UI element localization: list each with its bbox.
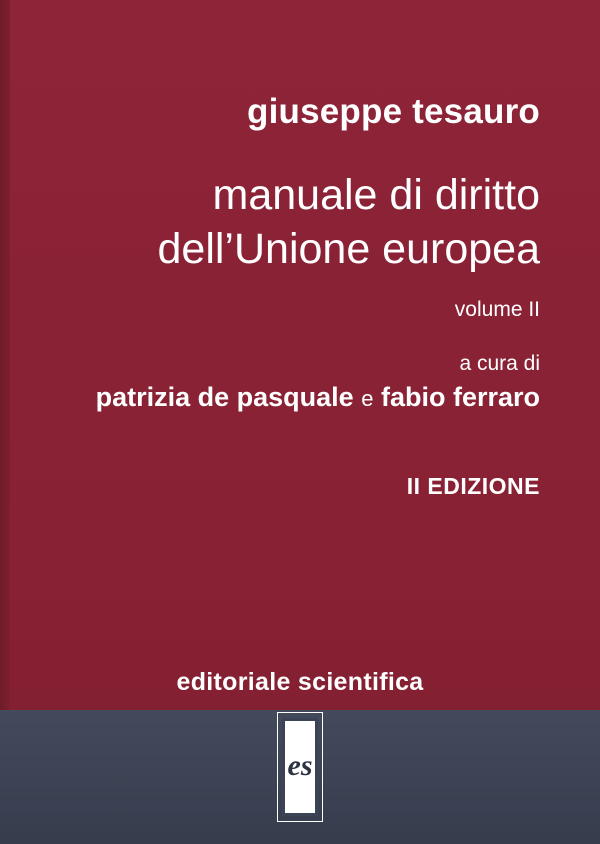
author-name: giuseppe tesauro	[247, 92, 540, 131]
edition-label: II EDIZIONE	[406, 473, 540, 499]
title-line-2: dell’Unione europea	[157, 225, 540, 274]
editor-first: patrizia de pasquale	[95, 382, 354, 412]
book-title	[30, 168, 540, 276]
title-line-1: manuale di diritto	[212, 171, 540, 219]
volume-label: volume II	[454, 298, 540, 321]
edited-by-label: a cura di	[459, 352, 540, 375]
editors-conjunction: e	[361, 386, 374, 411]
publisher-logo	[282, 718, 318, 816]
publisher-name: editoriale scientifica	[176, 668, 424, 696]
editors	[0, 382, 540, 413]
editor-second: fabio ferraro	[380, 382, 540, 412]
publisher-logo-mark-icon: es	[287, 749, 313, 782]
